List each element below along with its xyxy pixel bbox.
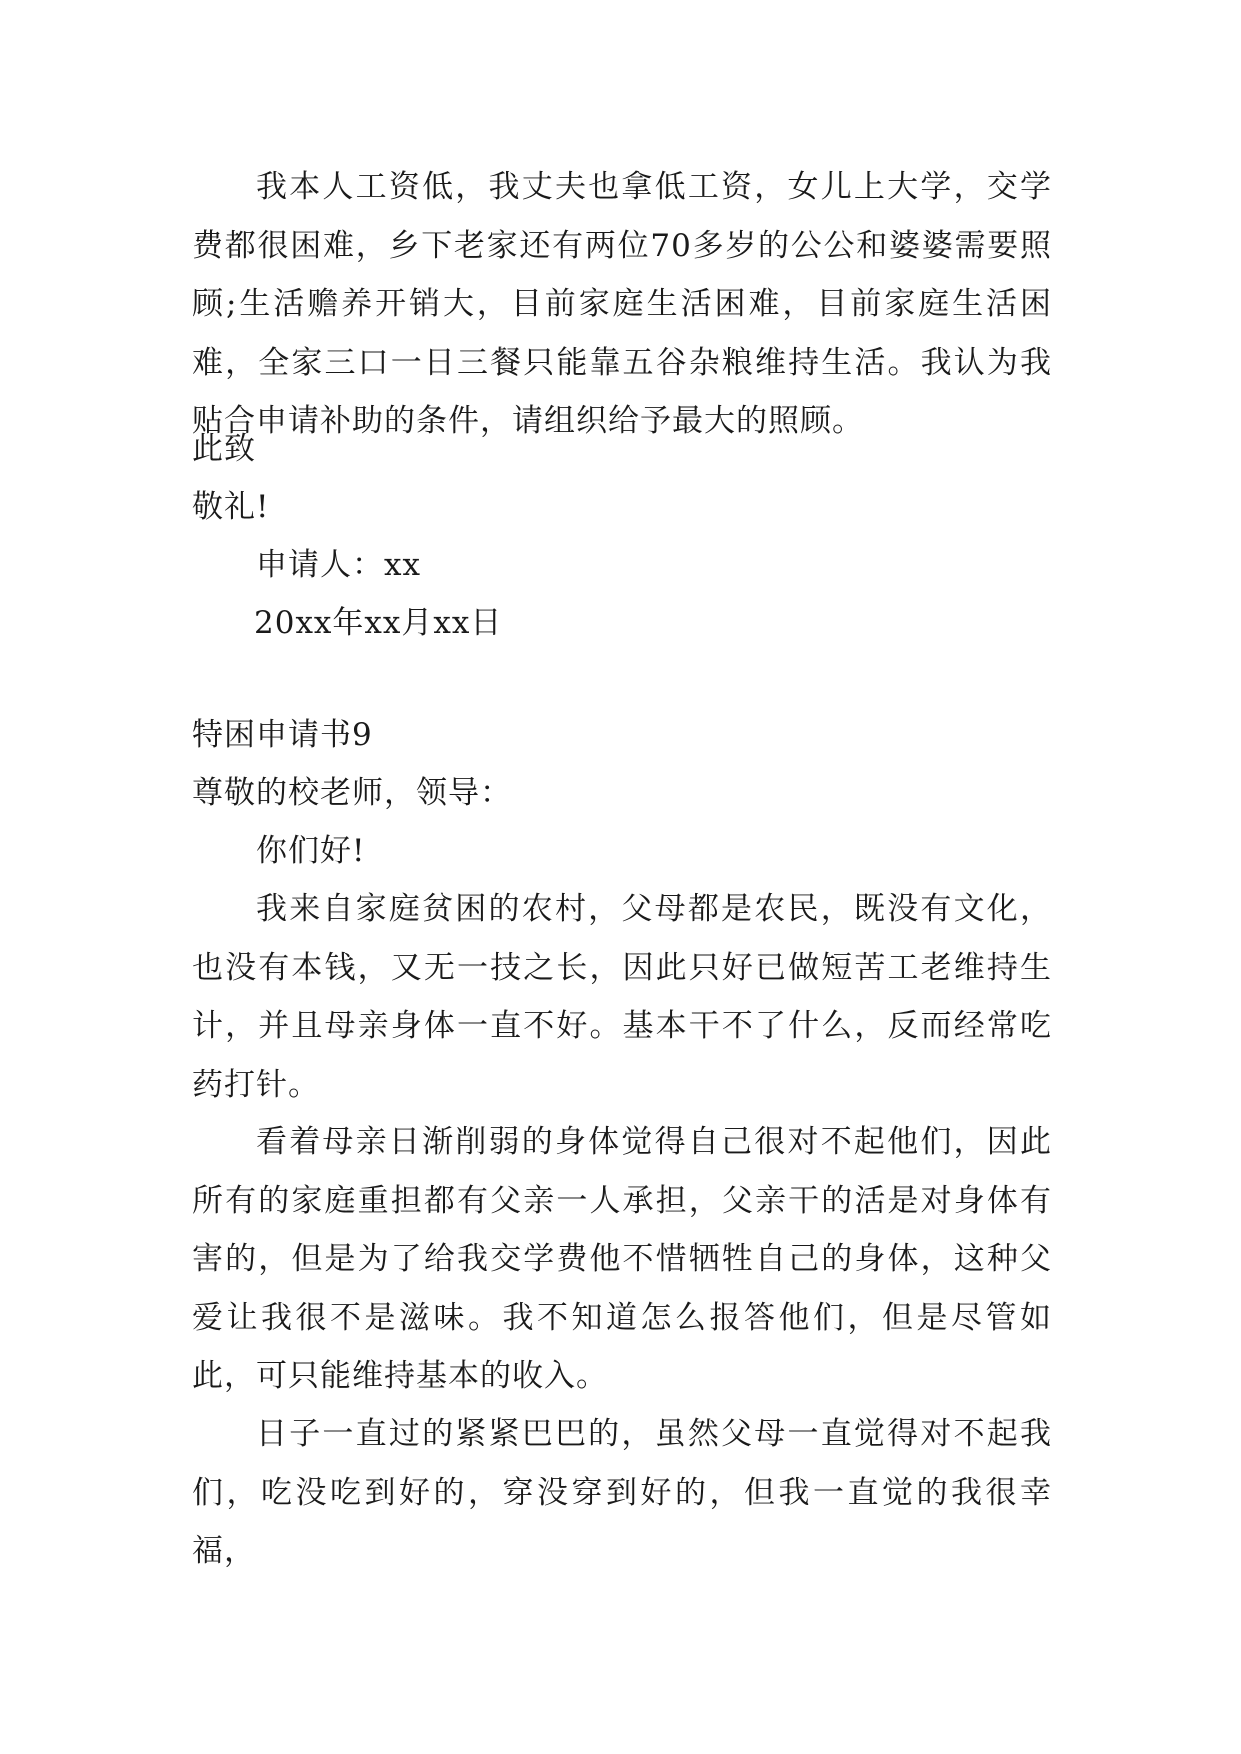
hardship-paragraph: 我本人工资低，我丈夫也拿低工资，女儿上大学，交学费都很困难，乡下老家还有两位70多岁的公公和婆婆需要照顾;生活赡养开销大，目前家庭生活困难，目前家庭生活困难，全家三口一日三餐只能靠五谷杂粮维持生活。我认为我贴合申请补助的条件，请组织给予最大的照顾。 [192, 169, 1052, 439]
closing-line-2: 敬礼! [192, 489, 270, 525]
salutation: 尊敬的校老师，领导： [192, 775, 512, 811]
daily-life-paragraph: 日子一直过的紧紧巴巴的，虽然父母一直觉得对不起我们，吃没吃到好的，穿没穿到好的，但我一直觉的我很幸福， [192, 1416, 1052, 1569]
applicant-signature: 申请人：xx [256, 547, 421, 583]
letter-date: 20xx年xx月xx日 [254, 605, 503, 641]
section-title: 特困申请书9 [192, 717, 373, 753]
closing-line-1: 此致 [192, 431, 256, 467]
family-background-paragraph: 我来自家庭贫困的农村，父母都是农民，既没有文化，也没有本钱，又无一技之长，因此只好已做短苦工老维持生计，并且母亲身体一直不好。基本干不了什么，反而经常吃药打针。 [192, 891, 1052, 1103]
father-burden-paragraph: 看着母亲日渐削弱的身体觉得自己很对不起他们，因此所有的家庭重担都有父亲一人承担，父亲干的活是对身体有害的，但是为了给我交学费他不惜牺牲自己的身体，这种父爱让我很不是滋味。我不知道怎么报答他们，但是尽管如此，可只能维持基本的收入。 [192, 1124, 1052, 1394]
greeting: 你们好! [256, 833, 366, 869]
